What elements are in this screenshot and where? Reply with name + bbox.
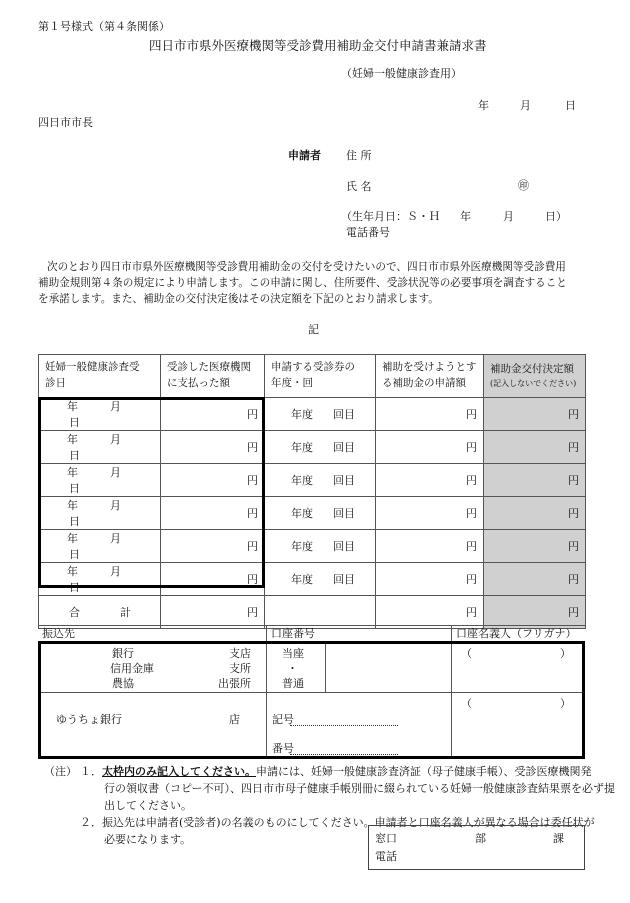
address-label: 住 所 [346,149,372,162]
paid-amount-cell[interactable]: 円 [161,398,265,431]
bank-label: 銀行 [112,647,134,660]
bango-label: 番号 [272,742,294,755]
furikomi-label: 振込先 [42,627,75,640]
office-box: 窓口 部 課 電話 [368,825,585,870]
birth-label: （生年月日：Ｓ・Ｈ [341,210,440,223]
futsu-option[interactable]: 普通 [282,677,304,690]
phone-label: 電話番号 [346,226,390,239]
body-line-1: 次のとおり四日市市県外医療機関等受診費用補助金の交付を受けたいので、四日市市県外医療機関等受診費用 [47,261,566,273]
option-separator: ・ [287,662,298,675]
exam-date-cell[interactable]: 年 月日 [39,464,161,497]
exam-date-cell[interactable]: 年 月日 [39,497,161,530]
account-number-label: 口座番号 [271,627,315,640]
body-line-2: 補助金規則第４条の規定により申請します。この申請に関し、住所要件、受診状況等の必要事項を調査すること [38,277,567,289]
paren-close-1: ） [560,647,571,660]
total-decision: 円 [484,596,586,629]
form-title: 四日市市県外医療機関等受診費用補助金交付申請書兼請求書 [149,38,487,53]
date-year: 年 [478,99,489,112]
birth-year: 年 [460,210,471,223]
decision-amount-cell: 円 [484,497,586,530]
total-label: 合 計 [39,596,161,629]
date-month: 月 [520,99,531,112]
total-row [39,596,586,629]
ticket-year-cell[interactable]: 年度 回目 [265,563,376,596]
request-amount-cell[interactable]: 円 [376,497,484,530]
total-paid[interactable]: 円 [161,596,265,629]
applicant-label: 申請者 [288,149,321,162]
bold-instruction: 太枠内のみ記入してください。 [102,765,256,778]
header-ticket-year: 申請する受診券の年度・回 [265,355,376,398]
header-request-amount: 補助を受けようとする補助金の申請額 [376,355,484,398]
request-amount-cell[interactable]: 円 [376,431,484,464]
date-day: 日 [565,99,576,112]
form-number: 第１号様式（第４条関係） [38,20,170,33]
exam-date-cell[interactable]: 年 月日 [39,563,161,596]
ticket-year-cell[interactable]: 年度 回目 [265,530,376,563]
bango-field[interactable] [290,754,398,755]
paid-amount-cell[interactable]: 円 [161,464,265,497]
ticket-year-cell[interactable]: 年度 回目 [265,497,376,530]
ten-label: 店 [229,713,240,726]
branch2-label: 支所 [229,662,251,675]
toza-option[interactable]: 当座 [282,647,304,660]
request-amount-cell[interactable]: 円 [376,563,484,596]
decision-amount-cell: 円 [484,398,586,431]
request-amount-cell[interactable]: 円 [376,464,484,497]
account-name-label: 口座名義人（フリガナ） [456,627,577,640]
request-amount-cell[interactable]: 円 [376,530,484,563]
exam-date-cell[interactable]: 年 月日 [39,398,161,431]
ki-label: 記 [308,323,319,336]
decision-amount-cell: 円 [484,530,586,563]
thick-frame-input [38,397,265,588]
yucho-label: ゆうちょ銀行 [56,713,122,726]
header-decision-amount: 補助金交付決定額 (記入しないでください) [484,355,586,398]
paren-open-2: （ [461,697,472,710]
exam-date-cell[interactable]: 年 月日 [39,431,161,464]
ticket-year-cell[interactable]: 年度 回目 [265,464,376,497]
paid-amount-cell[interactable]: 円 [161,497,265,530]
header-exam-date: 妊婦一般健康診査受診日 [39,355,161,398]
nokyo-label: 農協 [112,677,134,690]
branch-label: 支店 [229,647,251,660]
decision-amount-cell: 円 [484,431,586,464]
paid-amount-cell[interactable]: 円 [161,530,265,563]
form-subtitle: （妊婦一般健康診査用） [341,67,462,80]
paren-close-2: ） [560,697,571,710]
birth-day: 日） [545,210,567,223]
request-amount-cell[interactable]: 円 [376,398,484,431]
decision-amount-cell: 円 [484,563,586,596]
kigo-field[interactable] [290,725,398,726]
paren-open-1: （ [461,647,472,660]
kigo-label: 記号 [272,713,294,726]
body-line-3: を承諾します。また、補助金の交付決定後はその決定額を下記のとおり請求します。 [38,293,439,305]
total-request[interactable]: 円 [376,596,484,629]
table-header-row [39,355,586,398]
total-empty [265,596,376,629]
seal-mark: ㊞ [518,179,529,192]
shucho-label: 出張所 [218,677,251,690]
paid-amount-cell[interactable]: 円 [161,563,265,596]
header-paid-amount: 受診した医療機関に支払った額 [161,355,265,398]
addressee: 四日市市長 [38,116,93,129]
ticket-year-cell[interactable]: 年度 回目 [265,398,376,431]
birth-month: 月 [503,210,514,223]
ticket-year-cell[interactable]: 年度 回目 [265,431,376,464]
shinkin-label: 信用金庫 [110,662,154,675]
exam-date-cell[interactable]: 年 月日 [39,530,161,563]
decision-amount-cell: 円 [484,464,586,497]
name-label: 氏 名 [346,180,372,193]
paid-amount-cell[interactable]: 円 [161,431,265,464]
